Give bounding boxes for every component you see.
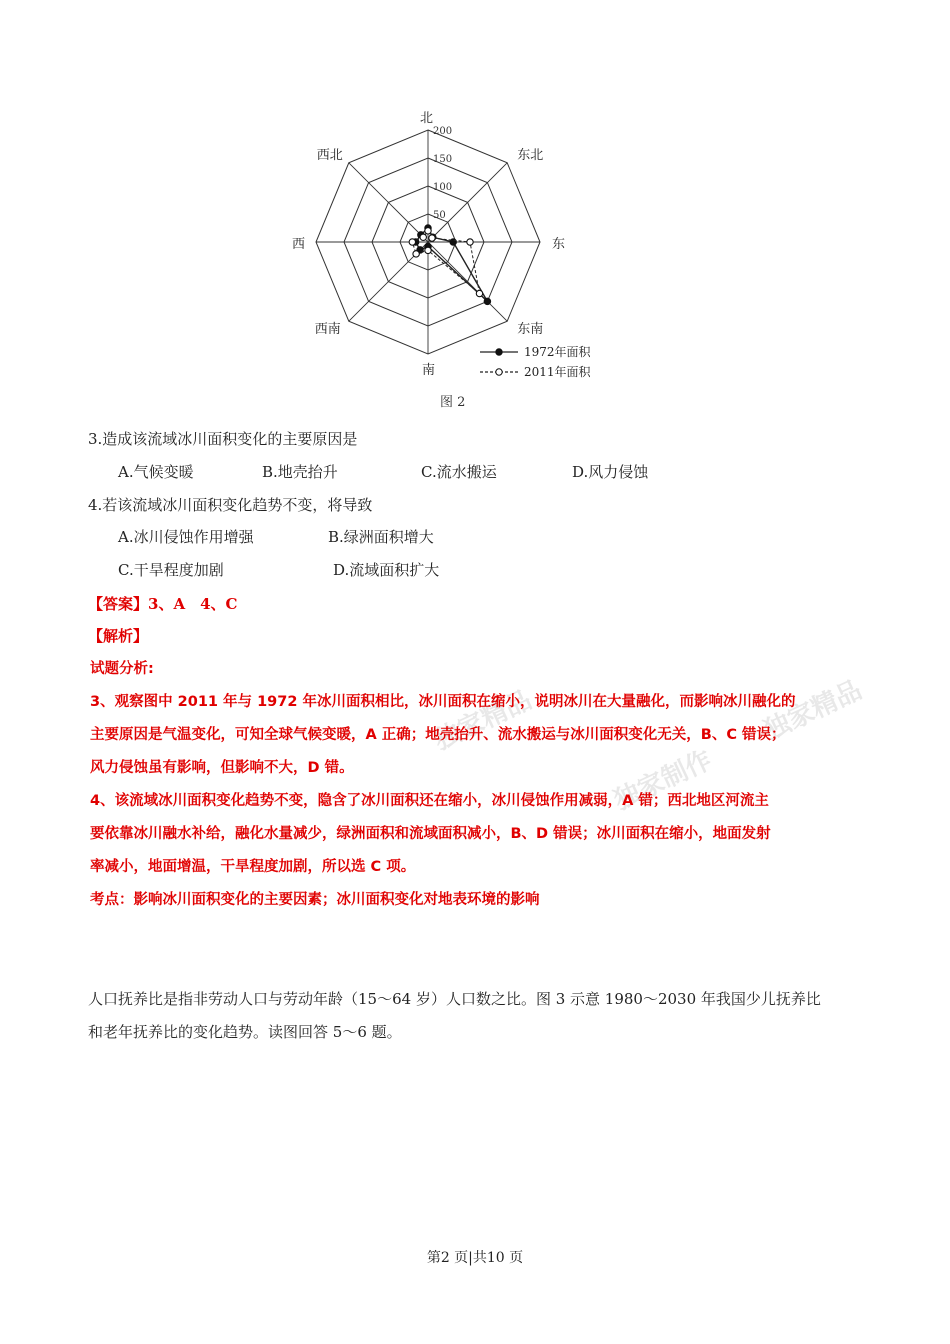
radar-direction-label: 南: [422, 363, 436, 378]
watermark: 独家精品: [429, 685, 537, 757]
analysis-label: 【解析】: [88, 627, 149, 645]
page-footer: 第2 页|共10 页: [426, 1250, 524, 1266]
intro-line: 和老年抚养比的变化趋势。读图回答 5～6 题。: [88, 1023, 402, 1041]
legend-marker: [496, 349, 502, 355]
question-3-option-c: C.流水搬运: [421, 463, 497, 481]
answer-label: 【答案】: [88, 595, 149, 613]
radar-series-point: [484, 298, 490, 304]
legend-marker: [496, 369, 502, 375]
intro-line: 人口抚养比是指非劳动人口与劳动年龄（15～64 岁）人口数之比。图 3 示意 1980～2030 年我国少儿抚养比: [88, 990, 821, 1008]
analysis-line: 3、观察图中 2011 年与 1972 年冰川面积相比，冰川面积在缩小，说明冰川在大量融化，而影响冰川融化的: [90, 694, 796, 710]
analysis-line: 风力侵蚀虽有影响，但影响不大，D 错。: [90, 760, 354, 776]
analysis-heading: 试题分析:: [90, 661, 154, 677]
radar-tick-label: 150: [433, 154, 453, 165]
radar-direction-label: 西北: [316, 147, 343, 163]
analysis-line: 主要原因是气温变化，可知全球气候变暖，A 正确；地壳抬升、流水搬运与冰川面积变化无关，B、C 错误；: [90, 727, 786, 743]
radar-direction-label: 西: [292, 237, 306, 252]
radar-tick-label: 100: [433, 182, 453, 193]
question-4-option-c: C.干旱程度加剧: [118, 561, 224, 579]
radar-series-point: [420, 234, 426, 240]
radar-direction-label: 西南: [314, 322, 341, 338]
radar-chart: [290, 111, 630, 420]
radar-direction-label: 东南: [517, 322, 544, 338]
radar-direction-label: 东: [552, 237, 566, 252]
radar-tick-label: 50: [433, 210, 446, 221]
radar-series-point: [425, 247, 431, 253]
radar-series-point: [413, 251, 419, 257]
question-3-option-b: B.地壳抬升: [262, 463, 338, 481]
answer-line: [88, 593, 237, 615]
question-4-stem: 4.若该流域冰川面积变化趋势不变，将导致: [88, 496, 373, 514]
glacier-area-radar-figure: [290, 111, 630, 420]
question-4-option-a: A.冰川侵蚀作用增强: [118, 528, 254, 546]
analysis-line: 率减小，地面增温，干旱程度加剧，所以选 C 项。: [90, 859, 416, 875]
question-4-option-b: B.绿洲面积增大: [328, 528, 434, 546]
analysis-key-points: 考点：影响冰川面积变化的主要因素；冰川面积变化对地表环境的影响: [90, 892, 540, 908]
radar-series-point: [429, 235, 435, 241]
radar-direction-label: 北: [420, 111, 434, 126]
radar-series-point: [476, 290, 482, 296]
watermark: 独家精品: [759, 675, 867, 747]
question-4-option-d: D.流域面积扩大: [333, 561, 440, 579]
radar-series-point: [467, 239, 473, 245]
radar-tick-label: 200: [433, 126, 453, 137]
analysis-line: 4、该流域冰川面积变化趋势不变，隐含了冰川面积还在缩小，冰川侵蚀作用减弱，A 错；西北地区河流主: [90, 793, 769, 809]
legend-label: 1972年面积: [524, 345, 591, 359]
radar-series-point: [409, 239, 415, 245]
watermark: 独家制作: [609, 745, 717, 817]
legend-label: 2011年面积: [524, 365, 591, 379]
question-3-option-a: A.气候变暖: [118, 463, 194, 481]
analysis-line: 要依靠冰川融水补给，融化水量减少，绿洲面积和流域面积减小，B、D 错误；冰川面积在缩小，地面发射: [90, 826, 771, 842]
answer-text: 3、A 4、C: [148, 595, 238, 613]
radar-series-point: [425, 228, 431, 234]
radar-direction-label: 东北: [517, 147, 544, 163]
figure-caption: 图 2: [440, 395, 466, 410]
question-3-stem: 3.造成该流域冰川面积变化的主要原因是: [88, 430, 358, 448]
question-3-option-d: D.风力侵蚀: [572, 463, 649, 481]
